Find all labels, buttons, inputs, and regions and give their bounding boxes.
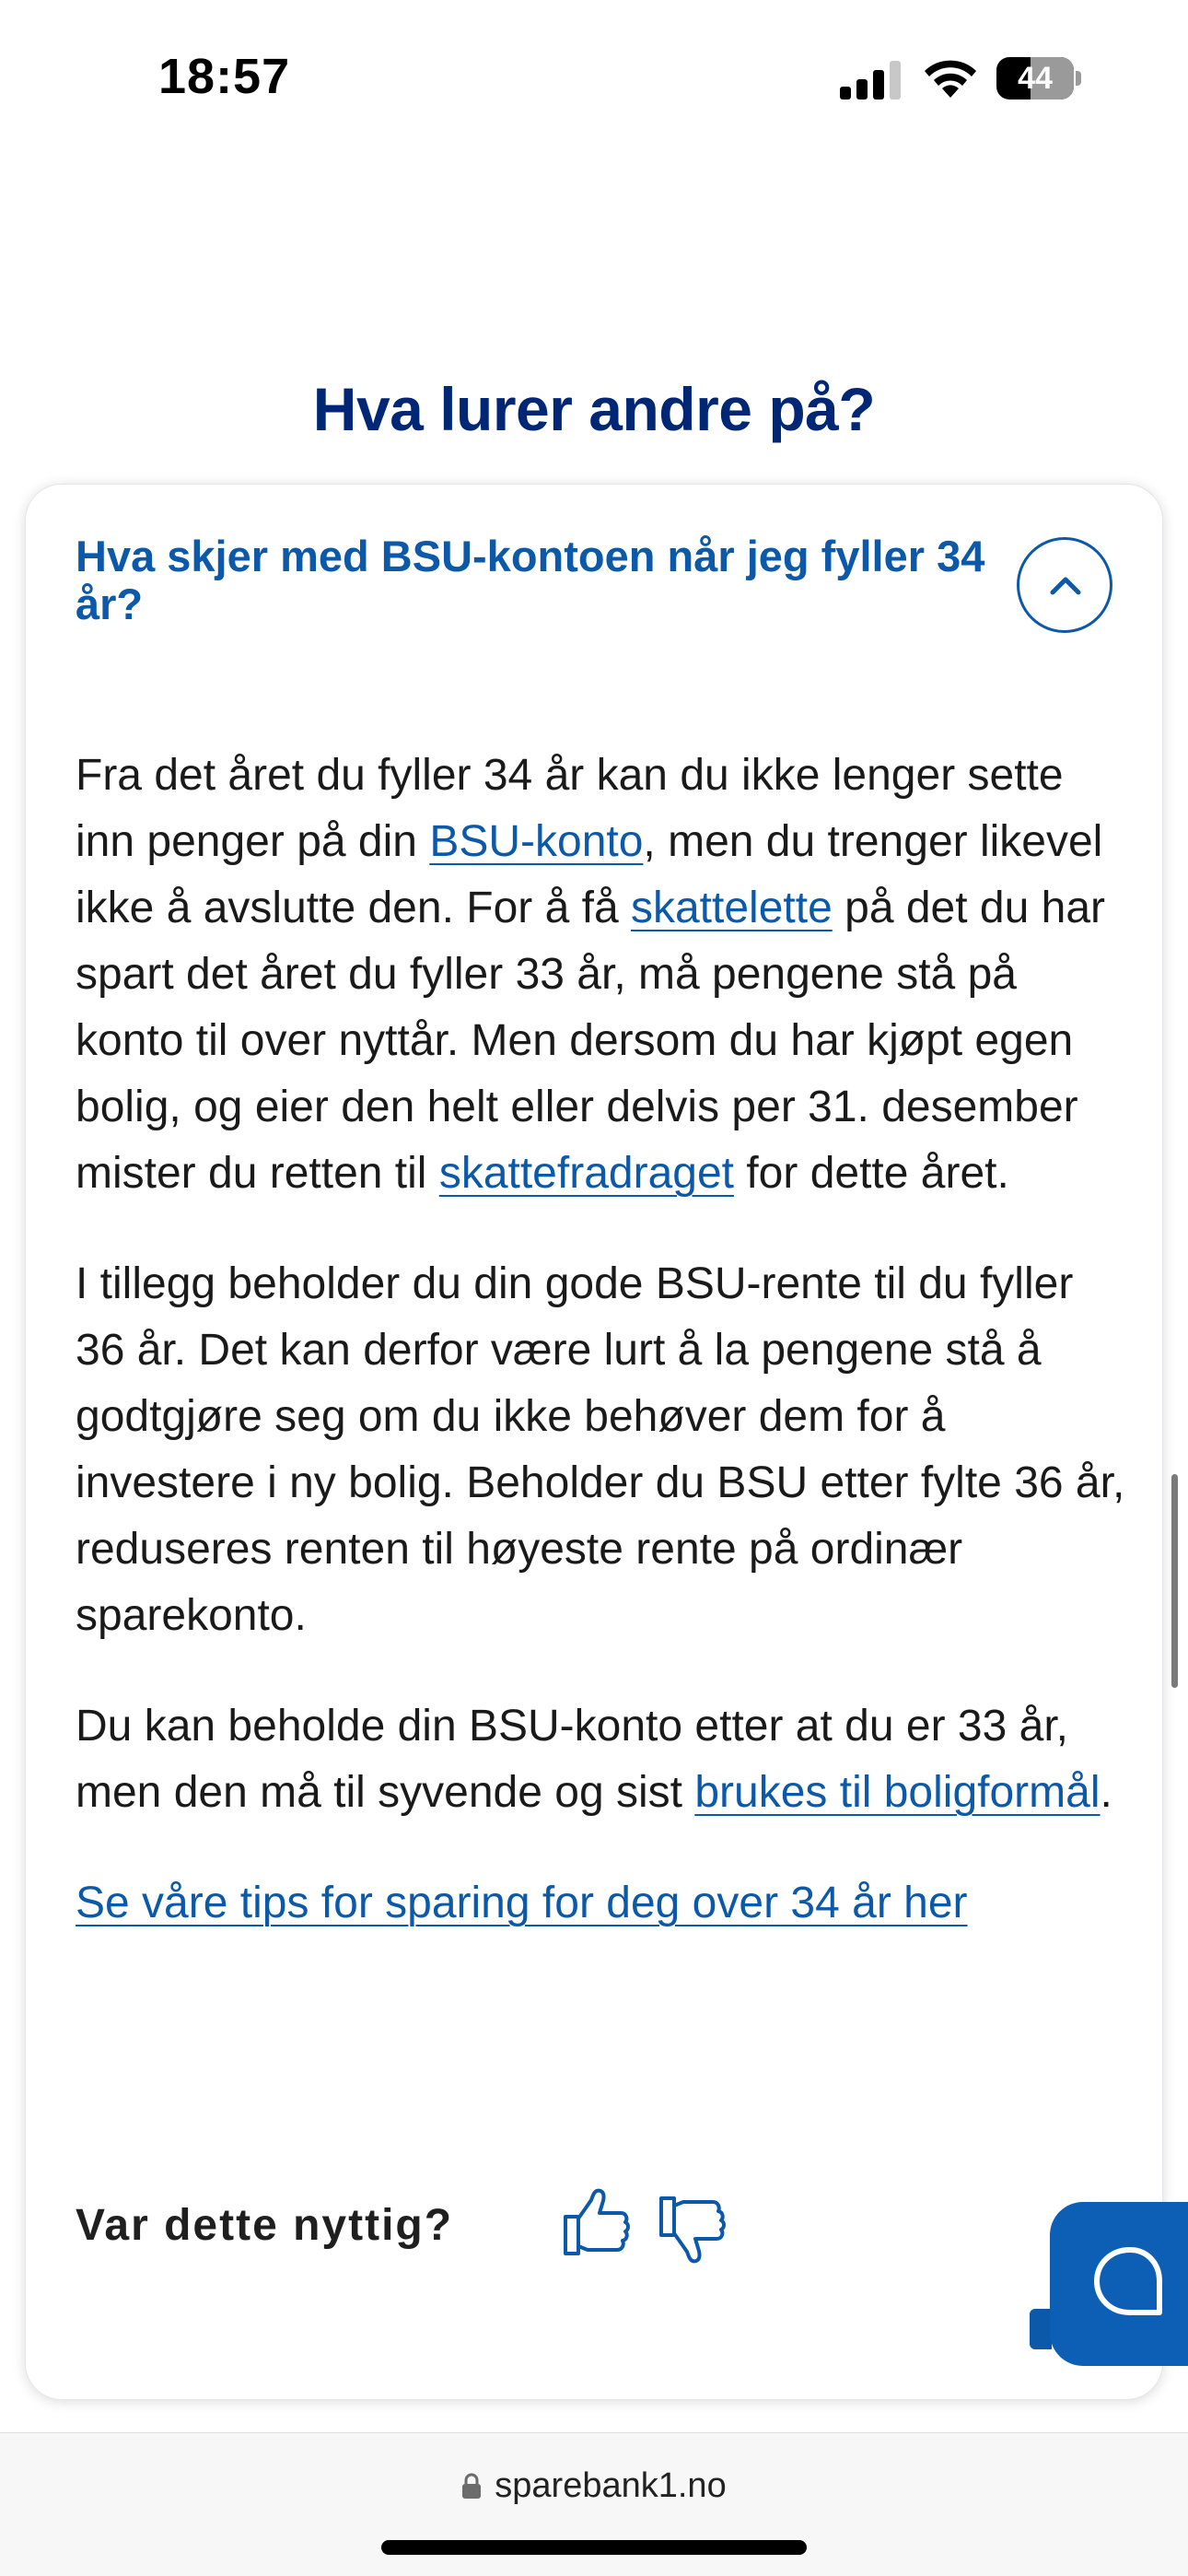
scrollbar[interactable]: [1171, 1474, 1178, 1688]
collapse-button[interactable]: [1017, 537, 1112, 633]
thumbs-up-icon[interactable]: [560, 2185, 634, 2259]
section-heading: Hva lurer andre på?: [312, 375, 876, 443]
address-bar[interactable]: [0, 2466, 1188, 2506]
answer-paragraph-1: Fra det året du fyller 34 år kan du ikke lenger sette inn penger på din BSU-konto, men du trenger likevel ikke å avslutte den. For å få skattelette på det du har spart det året du fyller 33 år, må pengene stå på konto til over nyttår. Men dersom du har kjøpt egen bolig, og eier den helt eller delvis per 31. desember mister du retten til skattefradraget for dette året.: [76, 751, 1106, 1198]
answer-paragraph-3: Du kan beholde din BSU-konto etter at du er 33 år, men den må til syvende og sist brukes til boligformål.: [76, 1702, 1112, 1817]
chat-button[interactable]: [1050, 2202, 1188, 2366]
faq-card: [25, 484, 1163, 2400]
skattefradraget-link[interactable]: skattefradraget: [438, 1149, 734, 1198]
thumbs-down-icon[interactable]: [656, 2193, 729, 2266]
chat-bubble-icon: [1088, 2241, 1172, 2325]
battery-level: 44: [1018, 61, 1053, 96]
url-text: sparebank1.no: [495, 2466, 727, 2505]
chevron-up-icon: [1047, 568, 1084, 604]
faq-answer: [76, 743, 1125, 1937]
boligformal-link[interactable]: brukes til boligformål: [694, 1768, 1101, 1817]
wifi-icon: [923, 57, 978, 100]
status-bar: [0, 0, 1188, 157]
home-indicator: [381, 2540, 807, 2555]
feedback-label: Var dette nyttig?: [76, 2201, 454, 2250]
bsu-konto-link[interactable]: BSU-konto: [429, 817, 644, 866]
battery-icon: [996, 57, 1081, 100]
skattelette-link[interactable]: skattelette: [630, 884, 833, 932]
partial-widget-icon: [1030, 2309, 1052, 2349]
faq-question[interactable]: Hva skjer med BSU-kontoen når jeg fyller 34 år?: [76, 532, 985, 628]
signal-icon: [840, 61, 904, 100]
status-time: 18:57: [158, 49, 291, 104]
answer-paragraph-2: I tillegg beholder du din gode BSU-rente til du fyller 36 år. Det kan derfor være lurt å la pengene stå å godtgjøre seg om du ikke behøver dem for å investere i ny bolig. Beholder du BSU etter fylte 36 år, reduseres renten til høyeste rente på ordinær sparekonto.: [76, 1259, 1125, 1640]
lock-icon: [461, 2472, 482, 2500]
tips-link[interactable]: Se våre tips for sparing for deg over 34 år her: [76, 1879, 968, 1927]
browser-bar: [0, 2432, 1188, 2576]
